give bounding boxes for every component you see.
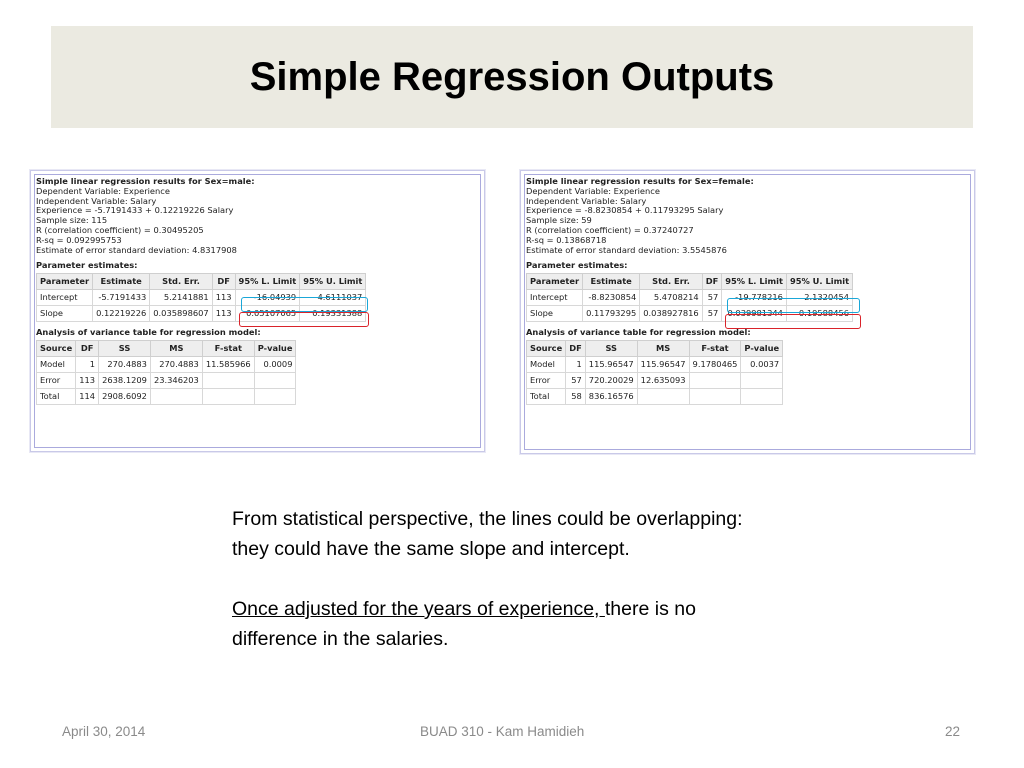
female-sample-size: Sample size: 59 [526,215,592,226]
table-cell [689,372,741,388]
female-error-sd: Estimate of error standard deviation: 3.5545876 [526,244,727,255]
table-cell [254,388,296,404]
table-cell: Model [37,356,76,372]
table-cell: 0.0037 [741,356,783,372]
table-row [527,372,783,388]
footer-course: BUAD 310 - Kam Hamidieh [420,724,585,739]
female-independent-variable: Independent Variable: Salary [526,195,647,206]
male-correlation: R (correlation coefficient) = 0.30495205 [36,224,204,235]
table-cell: 58 [566,388,586,404]
table-cell: 0.035898607 [150,306,212,322]
table-header-row [527,340,783,356]
table-cell: 57 [702,290,722,306]
female-parameter-title: Parameter estimates: [526,260,628,271]
female-anova-table [526,340,783,405]
table-cell: 5.4708214 [640,290,702,306]
body-conclusion [232,594,872,624]
table-header-row [37,340,296,356]
table-cell: Error [37,372,76,388]
table-row [37,372,296,388]
table-cell: 115.96547 [585,356,637,372]
column-header: DF [702,274,722,290]
slide-title: Simple Regression Outputs [249,54,775,99]
column-header: Std. Err. [150,274,212,290]
table-cell: 113 [76,372,99,388]
column-header: SS [585,340,637,356]
table-cell: 270.4883 [99,356,151,372]
column-header: P-value [254,340,296,356]
male-anova-title: Analysis of variance table for regression model: [36,327,261,338]
table-cell: -16.04939 [235,290,300,306]
female-heading: Simple linear regression results for Sex=female: [526,176,754,186]
table-cell: 9.1780465 [689,356,741,372]
female-anova-title: Analysis of variance table for regression model: [526,327,751,338]
female-regression-panel [520,170,975,454]
column-header: Estimate [93,274,150,290]
table-cell: 2.1320454 [786,290,852,306]
male-r-squared: R-sq = 0.092995753 [36,234,122,245]
table-cell: -19.778216 [722,290,787,306]
male-heading: Simple linear regression results for Sex=male: [36,176,255,186]
column-header: 95% U. Limit [786,274,852,290]
table-cell [741,372,783,388]
table-cell: 57 [566,372,586,388]
footer-page-number: 22 [945,724,961,739]
table-cell: 0.19588456 [786,306,852,322]
table-cell: 0.19331388 [300,306,366,322]
table-cell: Total [37,388,76,404]
table-row [37,356,296,372]
table-cell: 720.20029 [585,372,637,388]
column-header: MS [637,340,689,356]
column-header: F-stat [202,340,254,356]
intercept-interval-highlight [241,297,368,312]
table-cell: Model [527,356,566,372]
table-cell: 115.96547 [637,356,689,372]
table-cell [202,388,254,404]
male-regression-output [36,177,366,405]
table-row [527,388,783,404]
male-independent-variable: Independent Variable: Salary [36,195,157,206]
slide-body-text [232,504,872,654]
column-header: Source [37,340,76,356]
table-cell: 4.6111037 [300,290,366,306]
table-cell: 5.2141881 [150,290,212,306]
table-cell: 2908.6092 [99,388,151,404]
table-cell [150,388,202,404]
footer-date: April 30, 2014 [62,724,146,739]
table-row [527,356,783,372]
slope-interval-highlight [239,312,369,327]
male-anova-table [36,340,296,405]
intercept-interval-highlight [727,298,860,313]
table-cell [741,388,783,404]
column-header: Std. Err. [640,274,702,290]
body-text-rest: there is no [604,598,696,620]
column-header: SS [99,340,151,356]
table-header-row [37,274,366,290]
table-cell [254,372,296,388]
column-header: 95% L. Limit [235,274,300,290]
table-header-row [527,274,853,290]
body-line: they could have the same slope and intercept. [232,538,630,560]
table-cell: 1 [566,356,586,372]
table-cell: 0.12219226 [93,306,150,322]
column-header: DF [76,340,99,356]
male-dependent-variable: Dependent Variable: Experience [36,185,170,196]
table-cell: 1 [76,356,99,372]
table-cell: 0.11793295 [583,306,640,322]
table-cell: 0.039981344 [722,306,787,322]
table-cell: 0.0009 [254,356,296,372]
column-header: 95% U. Limit [300,274,366,290]
table-cell: 57 [702,306,722,322]
female-r-squared: R-sq = 0.13868718 [526,234,607,245]
table-cell: 114 [76,388,99,404]
table-row [37,388,296,404]
table-cell: Slope [527,306,583,322]
table-cell: 113 [212,290,235,306]
column-header: P-value [741,340,783,356]
table-cell: 0.038927816 [640,306,702,322]
table-cell: 0.05107065 [235,306,300,322]
column-header: DF [212,274,235,290]
body-underlined-text: Once adjusted for the years of experience, [232,598,605,620]
female-regression-output [526,177,853,405]
table-cell [689,388,741,404]
male-error-sd: Estimate of error standard deviation: 4.8317908 [36,244,237,255]
table-cell: 12.635093 [637,372,689,388]
male-sample-size: Sample size: 115 [36,215,108,226]
column-header: MS [150,340,202,356]
table-cell: 11.585966 [202,356,254,372]
table-cell: Total [527,388,566,404]
male-equation: Experience = -5.7191433 + 0.12219226 Salary [36,205,234,216]
female-equation: Experience = -8.8230854 + 0.11793295 Salary [526,205,724,216]
column-header: 95% L. Limit [722,274,787,290]
table-cell: 270.4883 [150,356,202,372]
table-cell: Error [527,372,566,388]
column-header: Parameter [527,274,583,290]
column-header: Parameter [37,274,93,290]
table-cell: 836.16576 [585,388,637,404]
female-dependent-variable: Dependent Variable: Experience [526,185,660,196]
table-cell [637,388,689,404]
body-line: From statistical perspective, the lines could be overlapping: [232,508,743,530]
slide-title-bar [51,26,973,128]
table-cell: 2638.1209 [99,372,151,388]
table-cell [202,372,254,388]
slope-interval-highlight [725,314,861,329]
female-correlation: R (correlation coefficient) = 0.37240727 [526,224,694,235]
table-cell: -8.8230854 [583,290,640,306]
body-line: difference in the salaries. [232,628,449,650]
table-cell: Slope [37,306,93,322]
male-parameter-title: Parameter estimates: [36,260,138,271]
table-cell: 113 [212,306,235,322]
table-cell: -5.7191433 [93,290,150,306]
column-header: Source [527,340,566,356]
column-header: DF [566,340,586,356]
table-cell: 23.346203 [150,372,202,388]
table-cell: Intercept [527,290,583,306]
male-regression-panel [30,170,485,452]
column-header: F-stat [689,340,741,356]
table-cell: Intercept [37,290,93,306]
column-header: Estimate [583,274,640,290]
